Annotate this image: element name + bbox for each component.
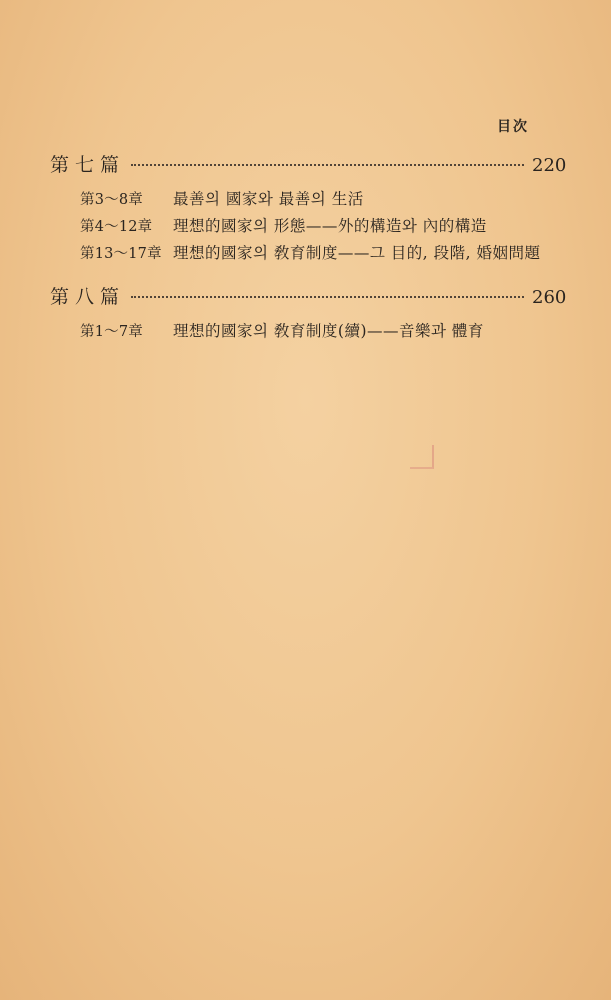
chapter-list <box>80 187 566 268</box>
paper-stain <box>410 445 434 469</box>
toc-chapter <box>80 187 566 214</box>
running-head: 目次 <box>497 119 529 135</box>
dot-leader <box>131 296 524 298</box>
toc-part-7 <box>50 150 566 180</box>
part-page-number: 220 <box>532 155 567 176</box>
chapter-range: 第4～12章 <box>80 219 153 235</box>
part-title: 第八篇 <box>50 286 126 308</box>
chapter-range: 第3～8章 <box>80 192 143 208</box>
chapter-title: 最善의 國家와 最善의 生活 <box>173 190 364 208</box>
chapter-title: 理想的國家의 形態——外的構造와 內的構造 <box>173 217 487 235</box>
chapter-range: 第13～17章 <box>80 246 162 262</box>
part-page-number: 260 <box>532 287 567 308</box>
toc-chapter <box>80 241 566 268</box>
toc-part-8 <box>50 282 566 312</box>
toc-chapter <box>80 214 566 241</box>
table-of-contents <box>50 150 566 360</box>
dot-leader <box>131 164 524 166</box>
toc-chapter <box>80 319 566 346</box>
chapter-title: 理想的國家의 敎育制度——그 目的, 段階, 婚姻問題 <box>173 244 541 262</box>
chapter-list <box>80 319 566 346</box>
chapter-title: 理想的國家의 敎育制度(續)——音樂과 體育 <box>173 322 484 340</box>
part-title: 第七篇 <box>50 154 126 176</box>
chapter-range: 第1～7章 <box>80 324 143 340</box>
